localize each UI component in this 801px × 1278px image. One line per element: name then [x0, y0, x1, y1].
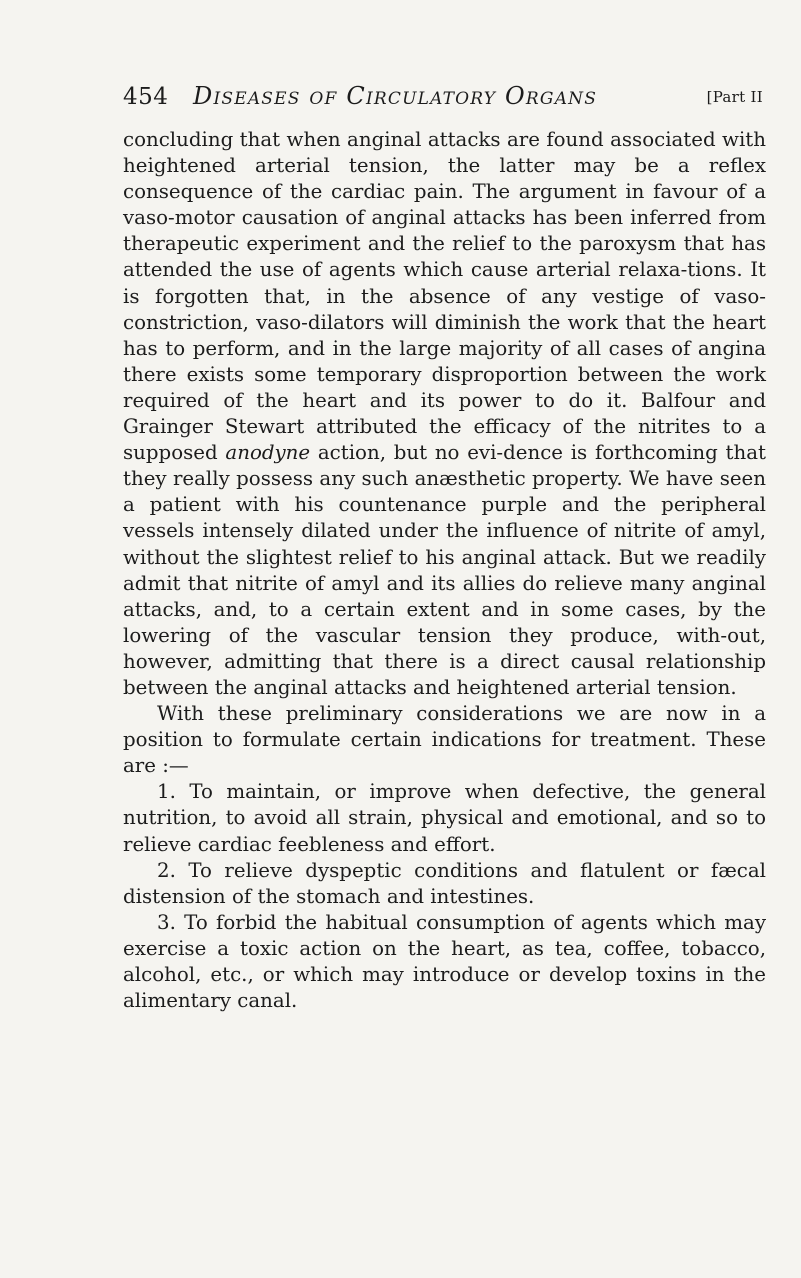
paragraph — [123, 127, 766, 701]
list-item: 3. To forbid the habitual consumption of agents which may exercise a toxic action on the heart, as tea, coffee, tobacco, alcohol, etc., or which may introduce or develop toxins in the alimentary canal. — [123, 910, 766, 1013]
paragraph-text: concluding that when anginal attacks are found associated with heightened arterial tension, the latter may be a reflex consequence of the cardiac pain. The argument in favour of a vaso-motor causation of anginal attacks has been inferred from therapeutic experiment and the relief to the paroxysm that has attended the use of agents which cause arterial relaxa-tions. It is forgotten that, in the absence of any vestige of vaso-constriction, vaso-dilators will diminish the work that the heart has to perform, and in the large majority of all cases of angina there exists some temporary disproportion between the work required of the heart and its power to do it. Balfour and Grainger Stewart attributed the efficacy of the nitrites to a supposed — [123, 128, 766, 465]
body-text — [123, 127, 766, 1014]
running-head: Diseases of Circulatory Organs — [193, 82, 598, 110]
emphasis-anodyne: anodyne — [225, 441, 311, 465]
list-item: 2. To relieve dyspeptic conditions and flatulent or fæcal distension of the stomach and intestines. — [123, 858, 766, 908]
list-item: 1. To maintain, or improve when defective, the general nutrition, to avoid all strain, physical and emotional, and so to relieve cardiac feebleness and effort. — [123, 780, 766, 856]
page-number: 454 — [123, 84, 169, 110]
part-label: [Part II — [706, 88, 763, 106]
paragraph: With these preliminary considerations we are now in a position to formulate certain indications for treatment. These are :— — [123, 702, 766, 778]
paragraph-text-cont: action, but no evi-dence is forthcoming that they really possess any such anæsthetic property. We have seen a patient with his countenance purple and the peripheral vessels intensely dilated under the influence of nitrite of amyl, without the slightest relief to his anginal attack. But we readily admit that nitrite of amyl and its allies do relieve many anginal attacks, and, to a certain extent and in some cases, by the lowering of the vascular tension they produce, with-out, however, admitting that there is a direct causal relationship between the anginal attacks and heightened arterial tension. — [123, 441, 766, 699]
page-header — [123, 82, 763, 116]
